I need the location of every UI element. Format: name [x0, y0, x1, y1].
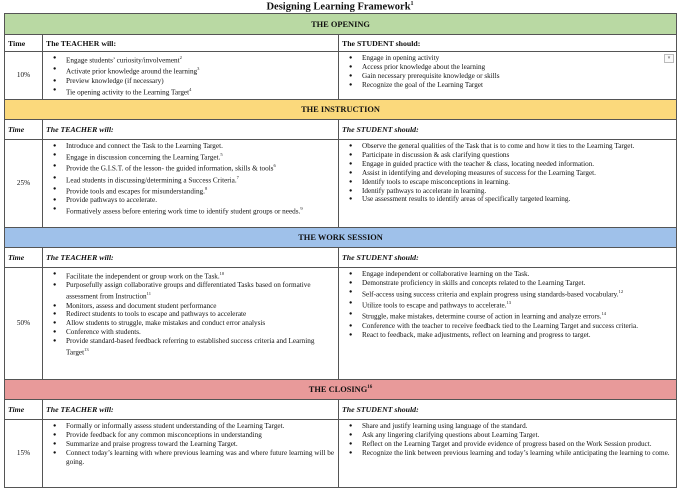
list-item: ● Connect today’s learning with where previous learning was and where future learning will be going. [66, 449, 335, 467]
list-item: ● Formally or informally assess student understanding of the Learning Target. [66, 422, 335, 431]
list-item: ● Share and justify learning using language of the standard. [362, 422, 673, 431]
list-item: ● React to feedback, make adjustments, reflect on learning and progress to target. [362, 331, 673, 340]
list-item: ● Access prior knowledge about the learning [362, 63, 673, 72]
list-item: ● Formatively assess before entering work time to identify student groups or needs.$^9$ [66, 205, 335, 216]
list-item: ● Engage in discussion concerning the Learning Target.$^5$ [66, 151, 335, 162]
student-cell[interactable] [339, 52, 677, 100]
list-item: ● Recognize the link between previous learning and today’s learning while anticipating the learning to come. [362, 449, 673, 458]
student-bullet-list [339, 268, 676, 341]
list-item: ● Introduce and connect the Task to the Learning Target. [66, 142, 335, 151]
time-cell: 15% [5, 420, 43, 488]
list-item: ● Tie opening activity to the Learning Target$^4$ [66, 86, 335, 97]
section-row-closing [5, 420, 677, 488]
teacher-bullet-list [43, 268, 338, 358]
list-item: ● Allow students to struggle, make mistakes and conduct error analysis [66, 319, 335, 328]
list-item: ● Gain necessary prerequisite knowledge or skills [362, 72, 673, 81]
list-item: ● Identify pathways to accelerate in learning. [362, 187, 673, 196]
list-item: ● Facilitate the independent or group work on the Task.$^{10}$ [66, 270, 335, 281]
list-item: ● Self-access using success criteria and explain progress using standards-based vocabulary.$^{12}$ [362, 288, 673, 299]
list-item: ● Conference with the teacher to receive feedback tied to the Learning Target and success criteria. [362, 322, 673, 331]
student-cell [339, 420, 677, 488]
header-row: Time The TEACHER will: The STUDENT should: [5, 400, 677, 420]
header-row: Time The TEACHER will: The STUDENT should: [5, 248, 677, 268]
list-item: ● Provide standard-based feedback referring to established success criteria and Learning Target$^{13}$ [66, 337, 335, 357]
list-item: ● Engage in guided practice with the teacher & class, locating needed information. [362, 160, 673, 169]
list-item: ● Provide pathways to accelerate. [66, 196, 335, 205]
cell-dropdown-icon[interactable]: ▾ [664, 54, 674, 63]
student-cell [339, 140, 677, 228]
list-item: ● Struggle, make mistakes, determine course of action in learning and analyze errors.$^{14}$ [362, 310, 673, 321]
header-row: Time The TEACHER will: The STUDENT should: [5, 35, 677, 52]
header-row: Time The TEACHER will: The STUDENT should: [5, 120, 677, 140]
list-item: ● Engage in opening activity [362, 54, 673, 63]
section-band-opening: THE OPENING [5, 14, 677, 35]
list-item: ● Provide the G.I.S.T. of the lesson- the guided information, skills & tools$^6$ [66, 162, 335, 173]
section-row-instruction [5, 140, 677, 228]
list-item: ● Lead students in discussing/determining a Success Criteria.$^7$ [66, 174, 335, 185]
student-bullet-list [339, 420, 676, 459]
list-item: ● Provide tools and escapes for misunderstanding.$^8$ [66, 185, 335, 196]
list-item: ● Identify tools to escape misconceptions in learning. [362, 178, 673, 187]
list-item: ● Recognize the goal of the Learning Target [362, 81, 673, 90]
list-item: ● Utilize tools to escape and pathways to accelerate.$^{13}$ [362, 299, 673, 310]
student-cell [339, 268, 677, 380]
section-band-work-session: THE WORK SESSION [5, 228, 677, 248]
document-title: Designing Learning Framework$^1$ [266, 1, 414, 13]
list-item: ● Assist in identifying and developing measures of success for the Learning Target. [362, 169, 673, 178]
teacher-bullet-list [43, 420, 338, 468]
list-item: ● Redirect students to tools to escape and pathways to accelerate [66, 310, 335, 319]
list-item: ● Engage students’ curiosity/involvement$^2$ [66, 54, 335, 65]
section-band-closing: THE CLOSING$^{16}$ [5, 380, 677, 400]
teacher-bullet-list [43, 140, 338, 217]
section-row-work-session [5, 268, 677, 380]
list-item: ● Purposefully assign collaborative groups and differentiated Tasks based on formative assessment from Instruction$^{11}$ [66, 281, 335, 301]
teacher-cell [43, 268, 339, 380]
student-bullet-list [339, 140, 676, 205]
list-item: ● Engage independent or collaborative learning on the Task. [362, 270, 673, 279]
time-cell: 25% [5, 140, 43, 228]
list-item: ● Demonstrate proficiency in skills and concepts related to the Learning Target. [362, 279, 673, 288]
list-item: ● Observe the general qualities of the Task that is to come and how it ties to the Learning Target. [362, 142, 673, 151]
framework-table [4, 13, 677, 488]
teacher-cell [43, 420, 339, 488]
list-item: ● Use assessment results to identify areas of specifically targeted learning. [362, 195, 673, 204]
student-bullet-list [339, 52, 676, 91]
list-item: ● Participate in discussion & ask clarifying questions [362, 151, 673, 160]
list-item: ● Summarize and praise progress toward the Learning Target. [66, 440, 335, 449]
teacher-bullet-list [43, 52, 338, 98]
list-item: ● Conference with students. [66, 328, 335, 337]
section-band-instruction: THE INSTRUCTION [5, 100, 677, 120]
list-item: ● Monitors, assess and document student performance [66, 302, 335, 311]
list-item: ● Ask any lingering clarifying questions about Learning Target. [362, 431, 673, 440]
section-row-opening [5, 52, 677, 100]
time-cell: 10% [5, 52, 43, 100]
teacher-cell [43, 52, 339, 100]
list-item: ● Provide feedback for any common misconceptions in understanding [66, 431, 335, 440]
teacher-cell [43, 140, 339, 228]
time-cell: 50% [5, 268, 43, 380]
list-item: ● Activate prior knowledge around the learning$^3$ [66, 65, 335, 76]
list-item: ● Reflect on the Learning Target and provide evidence of progress based on the Work Session product. [362, 440, 673, 449]
list-item: ● Preview knowledge (if necessary) [66, 77, 335, 86]
